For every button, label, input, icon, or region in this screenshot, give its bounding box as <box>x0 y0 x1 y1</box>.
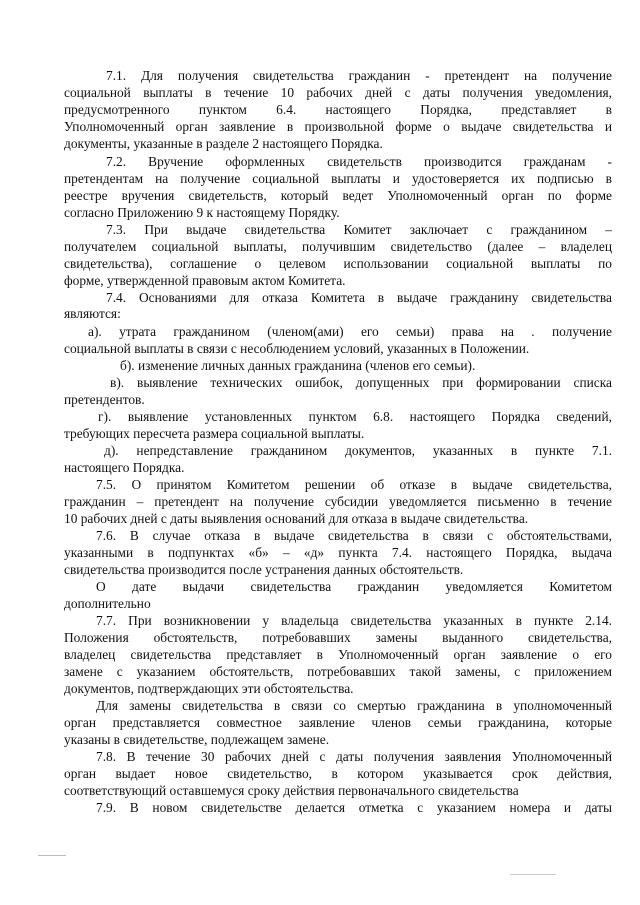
text-line: 7.5. О принятом Комитетом решении об отказе в выдаче свидетельства, <box>96 477 612 492</box>
text-line: указаны в свидетельстве, подлежащем замене. <box>64 732 330 747</box>
text-line: форме, утвержденной правовым актом Комитета. <box>64 273 346 288</box>
text-line: б). изменение личных данных гражданина (членов его семьи). <box>120 358 476 373</box>
text-line: д). непредставление гражданином документов, указанных в пункте 7.1. <box>104 443 612 458</box>
text-line: 7.3. При выдаче свидетельства Комитет заключает с гражданином – <box>106 222 612 237</box>
text-line: являются: <box>64 306 121 321</box>
text-line: 7.9. В новом свидетельстве делается отметка с указанием номера и даты <box>96 800 612 815</box>
text-line: в). выявление технических ошибок, допущенных при формировании списка <box>110 375 612 390</box>
text-line: 7.6. В случае отказа в выдаче свидетельства в связи с обстоятельствами, <box>96 528 612 543</box>
text-line: социальной выплаты в связи с несоблюдением условий, указанных в Положении. <box>64 341 530 356</box>
text-line: социальной выплаты в течение 10 рабочих дней с даты получения уведомления, <box>64 85 612 100</box>
text-line: орган выдает новое свидетельство, в котором указывается срок действия, <box>64 766 612 781</box>
text-line: соответствующий оставшемуся сроку действия первоначального свидетельства <box>64 783 519 798</box>
text-line: владелец свидетельства представляет в Уполномоченный орган заявление о его <box>64 647 612 662</box>
text-line: Уполномоченный орган заявление в произвольной форме о выдаче свидетельства и <box>64 119 612 134</box>
text-line: претендентам на получение социальной выплаты и удостоверяется их подписью в <box>64 171 612 186</box>
text-line: Для замены свидетельства в связи со смертью гражданина в уполномоченный <box>96 698 612 713</box>
text-line: а). утрата гражданином (членом(ами) его семьи) права на . получение <box>88 324 612 339</box>
text-line: предусмотренного пунктом 6.4. настоящего Порядка, представляет в <box>64 102 612 117</box>
text-line: 7.7. При возникновении у владельца свидетельства указанных в пункте 2.14. <box>96 613 612 628</box>
text-line: претендентов. <box>64 392 145 407</box>
text-line: настоящего Порядка. <box>64 460 185 475</box>
scan-artifact <box>38 855 66 856</box>
text-line: 7.4. Основаниями для отказа Комитета в выдаче гражданину свидетельства <box>106 290 612 305</box>
text-line: орган представляется совместное заявление членов семьи гражданина, которые <box>64 715 612 730</box>
text-line: свидетельства производится после устранения данных обстоятельств. <box>64 562 464 577</box>
text-line: документов, подтверждающих эти обстоятельства. <box>64 681 354 696</box>
text-line: 10 рабочих дней с даты выявления оснований для отказа в выдаче свидетельства. <box>64 511 529 526</box>
text-line: замене с указанием обстоятельств, потребовавших такой замены, с приложением <box>64 664 612 679</box>
text-line: О дате выдачи свидетельства гражданин уведомляется Комитетом <box>96 579 612 594</box>
text-line: гражданин – претендент на получение субсидии уведомляется письменно в течение <box>64 494 612 509</box>
text-line: 7.2. Вручение оформленных свидетельств производится гражданам - <box>106 154 612 169</box>
text-line: дополнительно <box>64 596 151 611</box>
text-line: 7.1. Для получения свидетельства гражданин - претендент на получение <box>106 68 612 83</box>
text-line: свидетельства), соглашение о целевом использовании социальной выплаты по <box>64 256 612 271</box>
text-line: согласно Приложению 9 к настоящему Порядку. <box>64 205 340 220</box>
text-line: г). выявление установленных пунктом 6.8. настоящего Порядка сведений, <box>98 409 612 424</box>
text-line: документы, указанные в разделе 2 настоящего Порядка. <box>64 136 383 151</box>
text-line: 7.8. В течение 30 рабочих дней с даты получения заявления Уполномоченный <box>96 749 612 764</box>
text-line: реестре вручения свидетельств, который ведет Уполномоченный орган по форме <box>64 188 612 203</box>
text-line: Положения обстоятельств, потребовавших замены выданного свидетельства, <box>64 630 612 645</box>
text-line: указанными в подпунктах «б» – «д» пункта 7.4. настоящего Порядка, выдача <box>64 545 612 560</box>
text-line: требующих пересчета размера социальной выплаты. <box>64 426 365 441</box>
text-line: получателем социальной выплаты, получившим свидетельство (далее – владелец <box>64 239 612 254</box>
scan-artifact <box>510 874 556 875</box>
